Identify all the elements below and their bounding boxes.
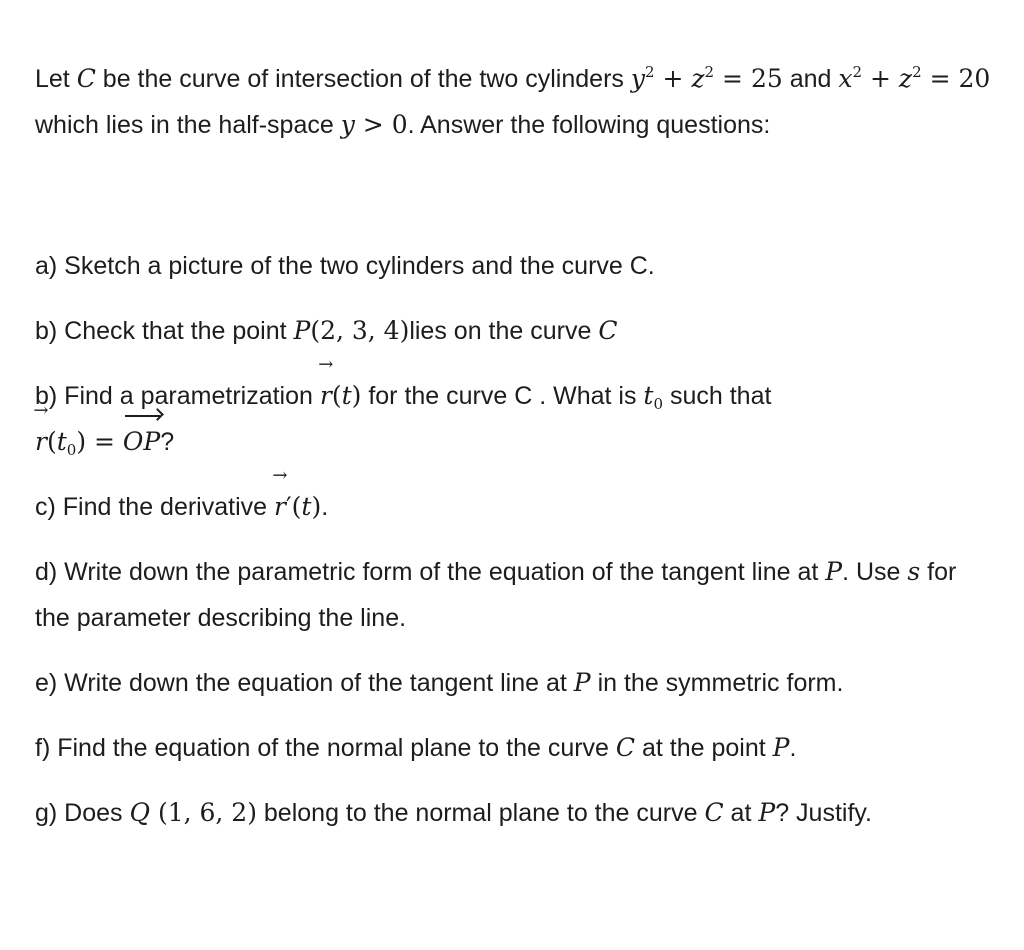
- intro-paragraph: [35, 56, 995, 148]
- curve-symbol: C: [598, 316, 618, 345]
- intro-text-1: Let: [35, 65, 77, 93]
- intro-text-5: . Answer the following questions:: [407, 111, 771, 139]
- point-p-coordinates: P(2, 3, 4): [293, 316, 410, 345]
- question-b2-text-3: such that: [663, 382, 772, 410]
- question-g-text-3: at: [723, 799, 759, 827]
- question-g: [35, 790, 995, 836]
- point-p-symbol: P: [573, 668, 591, 697]
- point-q-coordinates: Q (1, 6, 2): [129, 798, 257, 827]
- cylinder-1-equation: $y^2 + z^2 = 25$: [630, 63, 783, 93]
- question-b-check-point: [35, 308, 995, 354]
- question-d-text-3: for the parameter describing the line.: [35, 558, 957, 632]
- parameter-s-symbol: s: [907, 557, 921, 586]
- question-g-text-4: ? Justify.: [775, 799, 872, 827]
- question-f: [35, 725, 995, 771]
- question-e-text-2: in the symmetric form.: [590, 669, 844, 697]
- point-p-symbol: P: [758, 798, 776, 827]
- t-zero: $t_0$: [643, 381, 664, 413]
- r-t0-equals-op: → $r(t_0)$ = OP: [35, 427, 160, 456]
- intro-text-3: and: [782, 65, 839, 93]
- intro-text-4: which lies in the half-space: [35, 111, 341, 139]
- cylinder-2-equation: $x^2 + z^2 = 20$: [838, 63, 991, 93]
- question-b2-text-4: ?: [160, 428, 175, 456]
- question-d-text-2: . Use: [842, 558, 908, 586]
- half-space-condition: y > 0: [340, 110, 408, 139]
- intro-text-2: be the curve of intersection of the two cylinders: [95, 65, 631, 93]
- vector-r-of-t: → r(t): [320, 381, 362, 410]
- question-b1-text-1: b) Check that the point: [35, 317, 294, 345]
- curve-symbol: C: [615, 733, 636, 762]
- question-a-text: a) Sketch a picture of the two cylinders and the curve C.: [35, 252, 655, 280]
- question-d: [35, 549, 995, 641]
- point-p-symbol: P: [772, 733, 790, 762]
- question-b2-text-1: b) Find a parametrization: [35, 382, 320, 410]
- question-c: [35, 484, 995, 530]
- question-d-text-1: d) Write down the parametric form of the equation of the tangent line at: [35, 558, 826, 586]
- question-f-text-2: at the point: [635, 734, 773, 762]
- question-f-text-3: .: [789, 734, 797, 762]
- question-g-text-1: g) Does: [35, 799, 130, 827]
- question-b2-text-2: for the curve C . What is: [361, 382, 644, 410]
- question-e-text-1: e) Write down the equation of the tangent line at: [35, 669, 574, 697]
- question-g-text-2: belong to the normal plane to the curve: [256, 799, 705, 827]
- question-c-text-2: .: [321, 493, 329, 521]
- curve-symbol: C: [704, 798, 724, 827]
- point-p-symbol: P: [825, 557, 843, 586]
- question-e: [35, 660, 995, 706]
- question-b1-text-2: lies on the curve: [409, 317, 599, 345]
- question-b-parametrization: [35, 373, 995, 465]
- question-f-text-1: f) Find the equation of the normal plane to the curve: [35, 734, 616, 762]
- question-a: [35, 243, 995, 289]
- problem-document: [35, 56, 995, 855]
- question-c-text-1: c) Find the derivative: [35, 493, 274, 521]
- curve-symbol: C: [76, 64, 96, 93]
- derivative-r-prime: → r′(t): [274, 492, 321, 521]
